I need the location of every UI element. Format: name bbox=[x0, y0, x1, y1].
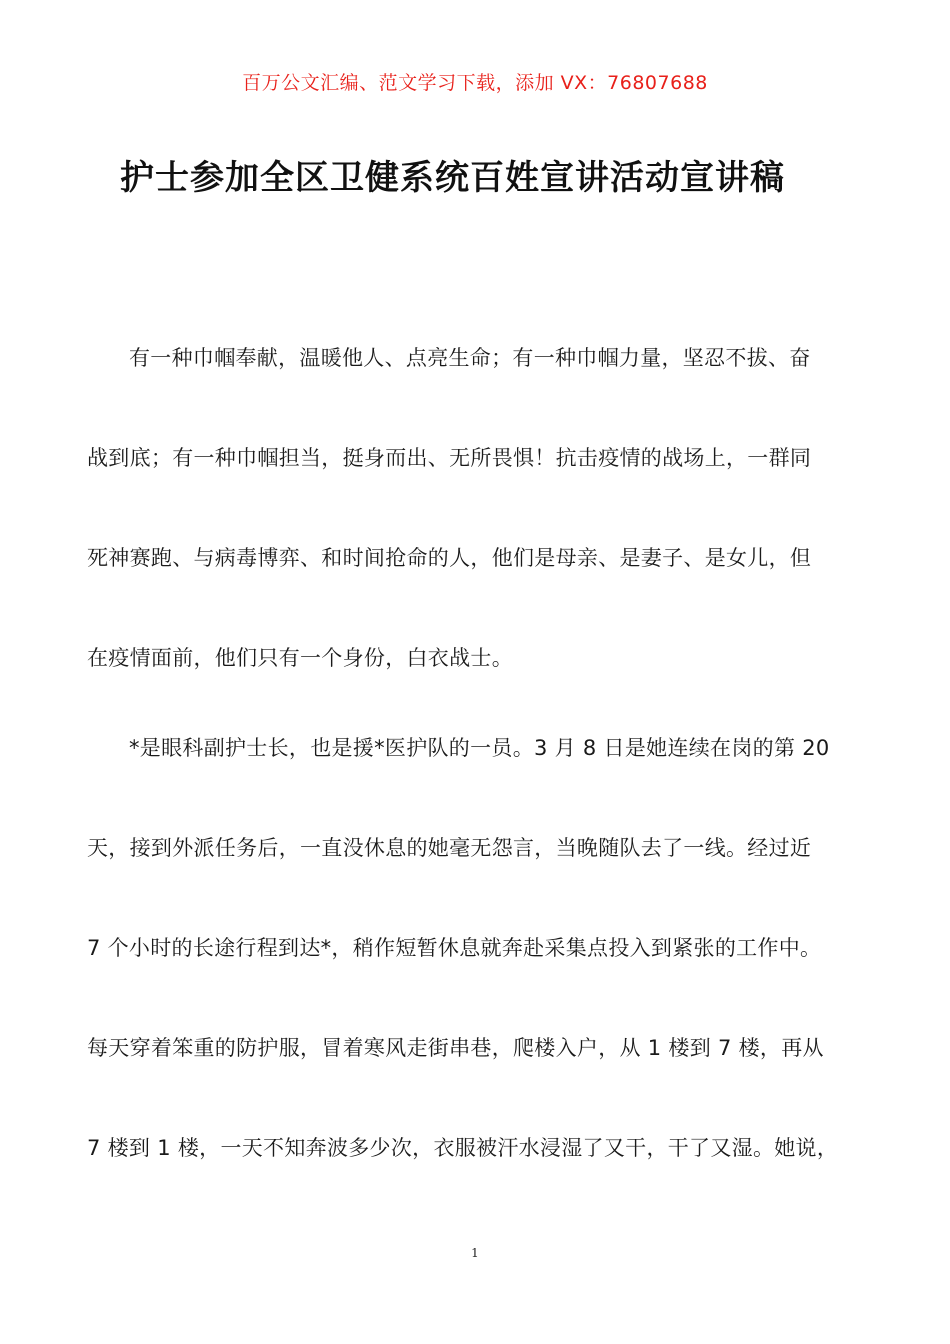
paragraph-line: 死神赛跑、与病毒博弈、和时间抢命的人，他们是母亲、是妻子、是女儿，但 bbox=[87, 546, 812, 570]
page-number: 1 bbox=[471, 1246, 479, 1260]
paragraph-line: 有一种巾帼奉献，温暖他人、点亮生命；有一种巾帼力量，坚忍不拔、奋 bbox=[129, 346, 811, 370]
paragraph-line: 每天穿着笨重的防护服，冒着寒风走街串巷，爬楼入户，从 1 楼到 7 楼，再从 bbox=[87, 1036, 824, 1060]
header-note: 百万公文汇编、范文学习下载，添加 VX：76807688 bbox=[242, 72, 708, 94]
paragraph-1 bbox=[87, 308, 865, 708]
paragraph-line: *是眼科副护士长，也是援*医护队的一员。3 月 8 日是她连续在岗的第 20 bbox=[129, 736, 830, 760]
paragraph-line: 7 楼到 1 楼，一天不知奔波多少次，衣服被汗水浸湿了又干，干了又湿。她说， bbox=[87, 1136, 839, 1160]
paragraph-line: 战到底；有一种巾帼担当，挺身而出、无所畏惧！抗击疫情的战场上，一群同 bbox=[87, 446, 812, 470]
document-title: 护士参加全区卫健系统百姓宣讲活动宣讲稿 bbox=[120, 158, 785, 198]
paragraph-2 bbox=[87, 698, 865, 1198]
paragraph-line: 在疫情面前，他们只有一个身份，白衣战士。 bbox=[87, 646, 513, 670]
paragraph-line: 7 个小时的长途行程到达*，稍作短暂休息就奔赴采集点投入到紧张的工作中。 bbox=[87, 936, 822, 960]
paragraph-line: 天，接到外派任务后，一直没休息的她毫无怨言，当晚随队去了一线。经过近 bbox=[87, 836, 812, 860]
